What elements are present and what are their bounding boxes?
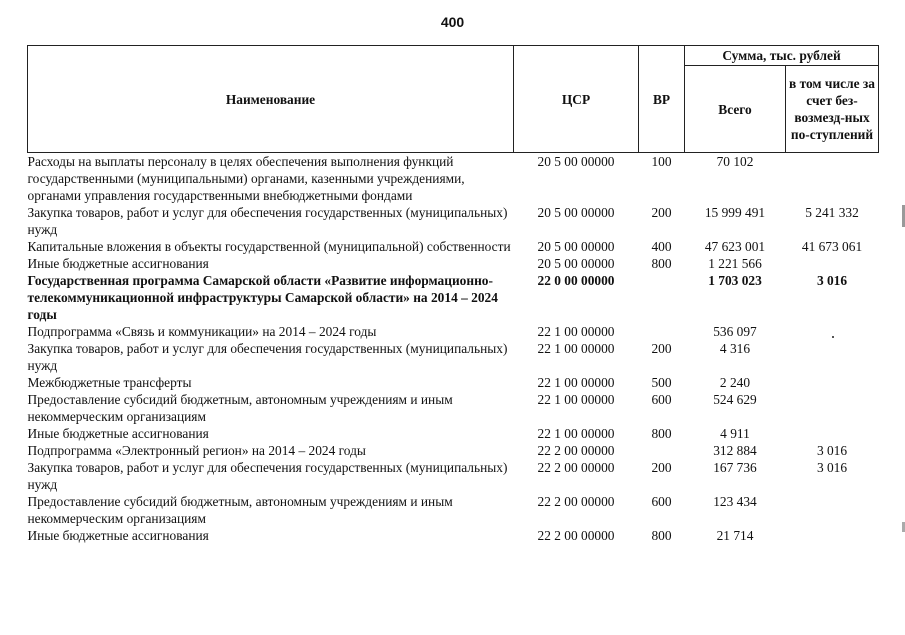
row-total: 524 629 (713, 392, 757, 407)
budget-table (27, 45, 879, 544)
row-csr: 22 2 00 00000 (537, 460, 615, 475)
row-vr: 600 (651, 392, 672, 407)
row-csr: 20 5 00 00000 (537, 256, 615, 271)
row-vr (639, 323, 685, 340)
table-row-subprogram (28, 323, 879, 340)
row-free (786, 391, 879, 425)
row-total: 312 884 (713, 443, 757, 458)
row-total: 536 097 (713, 324, 757, 339)
row-free (786, 493, 879, 527)
table-row (28, 238, 879, 255)
table-row (28, 391, 879, 425)
row-total: 21 714 (716, 528, 754, 543)
table-row-subprogram (28, 442, 879, 459)
row-total: 15 999 491 (704, 205, 766, 220)
row-csr: 20 5 00 00000 (537, 154, 615, 169)
row-csr: 22 0 00 00000 (537, 273, 615, 288)
row-name: Закупка товаров, работ и услуг для обеспечения государственных (муниципальных) нужд (27, 460, 508, 492)
row-free: 3 016 (816, 460, 848, 475)
row-name: Закупка товаров, работ и услуг для обеспечения государственных (муниципальных) нужд (27, 341, 508, 373)
row-total: 70 102 (716, 154, 754, 169)
table-row (28, 425, 879, 442)
table-row-program (28, 272, 879, 323)
row-total: 123 434 (713, 494, 757, 509)
row-name: Межбюджетные трансферты (27, 375, 192, 390)
row-name: Иные бюджетные ассигнования (27, 426, 209, 441)
table-body (28, 153, 879, 545)
row-free: 3 016 (816, 273, 848, 288)
table-row (28, 493, 879, 527)
row-free (786, 340, 879, 374)
table-row (28, 340, 879, 374)
row-name: Подпрограмма «Связь и коммуникации» на 2014 – 2024 годы (27, 324, 377, 339)
row-free (786, 527, 879, 544)
row-vr (639, 272, 685, 323)
row-csr: 20 5 00 00000 (537, 239, 615, 254)
row-free (786, 255, 879, 272)
header-csr: ЦСР (514, 46, 639, 153)
row-name: Иные бюджетные ассигнования (27, 528, 209, 543)
row-vr: 600 (651, 494, 672, 509)
row-vr: 200 (651, 460, 672, 475)
row-vr (639, 442, 685, 459)
row-total: 2 240 (719, 375, 751, 390)
row-vr: 500 (651, 375, 672, 390)
page-number: 400 (440, 14, 465, 30)
table-row (28, 459, 879, 493)
row-csr: 22 1 00 00000 (537, 392, 615, 407)
row-name: Предоставление субсидий бюджетным, автономным учреждениям и иным некоммерческим организациям (27, 494, 453, 526)
row-total: 4 911 (720, 426, 750, 441)
row-vr: 200 (651, 205, 672, 220)
table-row (28, 204, 879, 238)
row-name: Подпрограмма «Электронный регион» на 2014 – 2024 годы (27, 443, 366, 458)
row-free (786, 374, 879, 391)
row-name: Расходы на выплаты персоналу в целях обеспечения выполнения функций государственными (муниципальными) органами, казенными учреждениями, органами управления государственными внебюджетными фондами (27, 154, 465, 203)
table-header (28, 46, 879, 153)
row-vr: 100 (651, 154, 672, 169)
row-vr: 800 (651, 256, 672, 271)
header-vr: ВР (639, 46, 685, 153)
row-free: 5 241 332 (805, 205, 859, 220)
table-row (28, 153, 879, 205)
row-name: Закупка товаров, работ и услуг для обеспечения государственных (муниципальных) нужд (27, 205, 508, 237)
row-csr: 22 2 00 00000 (537, 528, 615, 543)
table-row (28, 374, 879, 391)
row-free: 41 673 061 (801, 239, 863, 254)
row-csr: 22 1 00 00000 (537, 324, 615, 339)
row-total: 167 736 (713, 460, 757, 475)
row-total: 47 623 001 (704, 239, 766, 254)
header-name: Наименование (28, 46, 514, 153)
scan-artifact (832, 336, 834, 338)
row-csr: 20 5 00 00000 (537, 205, 615, 220)
row-csr: 22 1 00 00000 (537, 375, 615, 390)
row-csr: 22 2 00 00000 (537, 443, 615, 458)
row-vr: 200 (651, 341, 672, 356)
row-csr: 22 1 00 00000 (537, 426, 615, 441)
row-total: 1 221 566 (708, 256, 762, 271)
header-incl-free: в том числе за счет без-возмезд-ных по-ступлений (786, 66, 879, 153)
row-name: Иные бюджетные ассигнования (27, 256, 209, 271)
row-vr: 800 (651, 426, 672, 441)
row-name: Капитальные вложения в объекты государственной (муниципальной) собственности (27, 239, 511, 254)
row-total: 1 703 023 (708, 273, 762, 288)
row-free: 3 016 (816, 443, 848, 458)
row-vr: 400 (651, 239, 672, 254)
table-row (28, 255, 879, 272)
row-csr: 22 2 00 00000 (537, 494, 615, 509)
row-vr: 800 (651, 528, 672, 543)
row-csr: 22 1 00 00000 (537, 341, 615, 356)
row-free (786, 425, 879, 442)
header-total: Всего (685, 66, 786, 153)
header-sum-group: Сумма, тыс. рублей (685, 46, 879, 66)
table-row (28, 527, 879, 544)
row-name: Государственная программа Самарской области «Развитие информационно-телекоммуникационной инфраструктуры Самарской области» на 2014 – 2024 годы (27, 273, 498, 322)
row-total: 4 316 (719, 341, 751, 356)
row-free (786, 153, 879, 205)
row-name: Предоставление субсидий бюджетным, автономным учреждениям и иным некоммерческим организациям (27, 392, 453, 424)
